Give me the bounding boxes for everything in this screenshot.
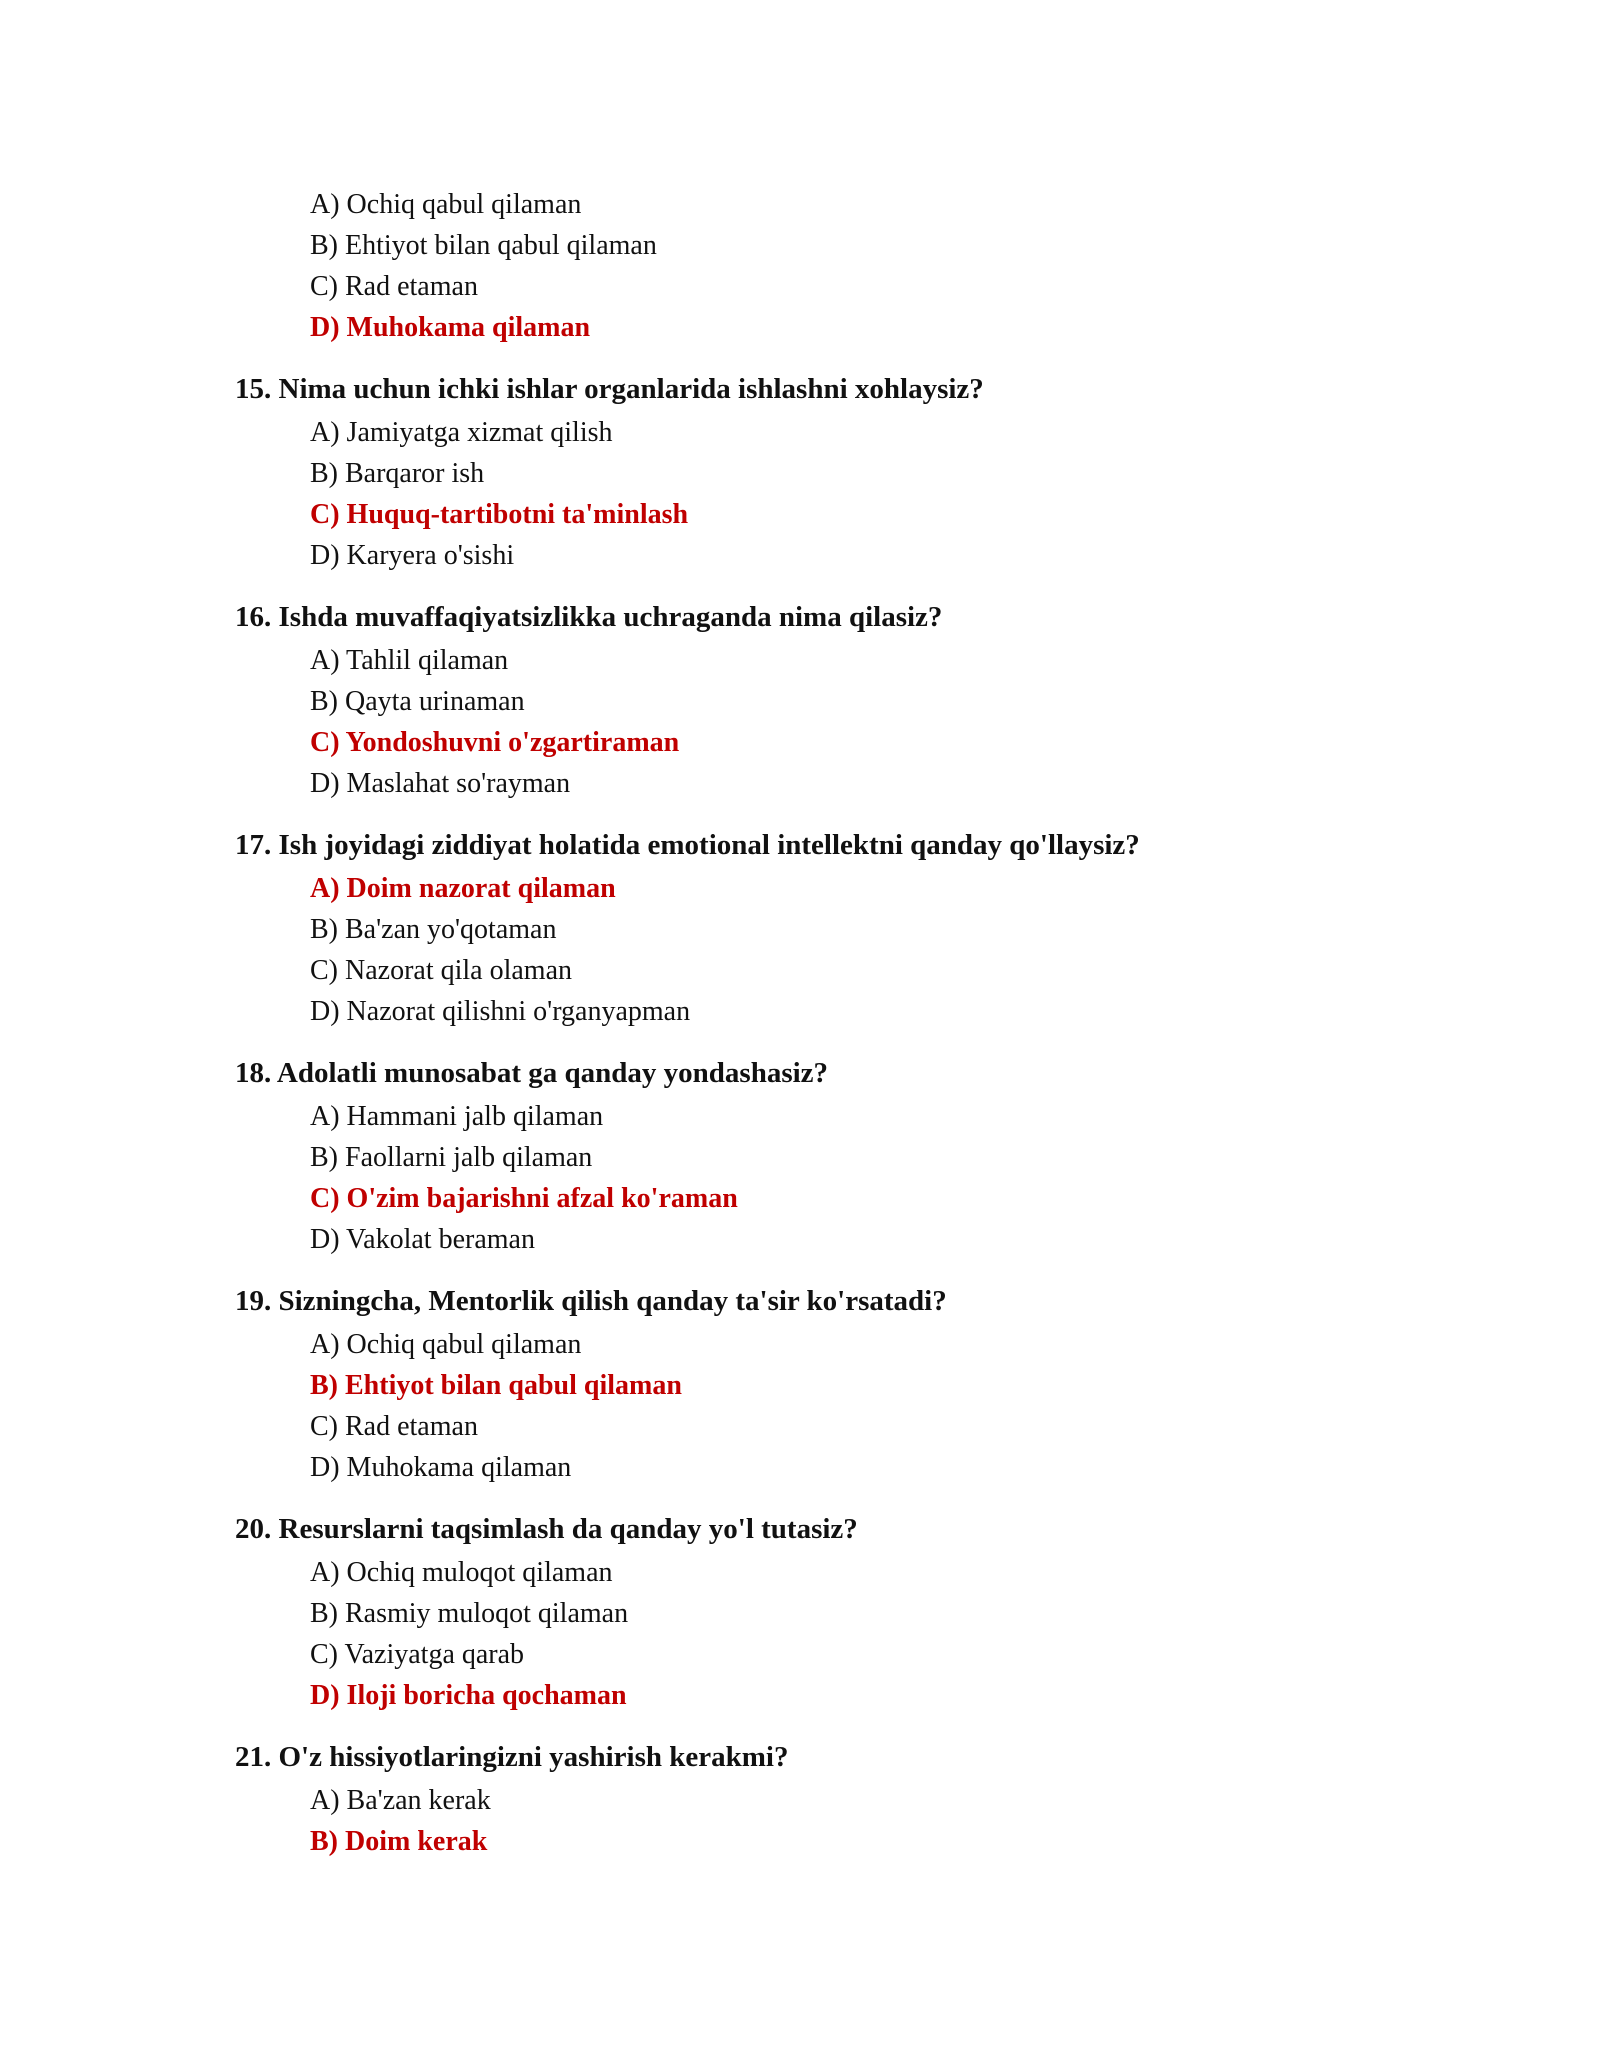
option: B) Barqaror ish <box>310 458 485 489</box>
option-correct: C) Yondoshuvni o'zgartiraman <box>310 727 680 758</box>
question-title: 20. Resurslarni taqsimlash da qanday yo'l tutasiz? <box>235 1513 858 1545</box>
option: B) Ehtiyot bilan qabul qilaman <box>310 230 657 261</box>
option: C) Nazorat qila olaman <box>310 955 573 986</box>
option: D) Karyera o'sishi <box>310 540 515 571</box>
option: A) Ochiq qabul qilaman <box>310 189 582 220</box>
option-correct: D) Iloji boricha qochaman <box>310 1680 627 1711</box>
question-title: 19. Sizningcha, Mentorlik qilish qanday ta'sir ko'rsatadi? <box>235 1285 947 1317</box>
option-correct: B) Doim kerak <box>310 1826 488 1857</box>
option: A) Ochiq muloqot qilaman <box>310 1557 613 1588</box>
question-title: 17. Ish joyidagi ziddiyat holatida emotional intellektni qanday qo'llaysiz? <box>235 829 1140 861</box>
option: B) Faollarni jalb qilaman <box>310 1142 593 1173</box>
option: A) Hammani jalb qilaman <box>310 1101 604 1132</box>
option-correct: C) O'zim bajarishni afzal ko'raman <box>310 1183 738 1214</box>
option-correct: B) Ehtiyot bilan qabul qilaman <box>310 1370 682 1401</box>
option: C) Vaziyatga qarab <box>310 1639 525 1670</box>
option: B) Qayta urinaman <box>310 686 525 717</box>
option: B) Ba'zan yo'qotaman <box>310 914 557 945</box>
option: A) Tahlil qilaman <box>310 645 509 676</box>
option: A) Ba'zan kerak <box>310 1785 491 1816</box>
option-correct: D) Muhokama qilaman <box>310 312 591 343</box>
option: B) Rasmiy muloqot qilaman <box>310 1598 629 1629</box>
option: D) Maslahat so'rayman <box>310 768 571 799</box>
option: A) Jamiyatga xizmat qilish <box>310 417 613 448</box>
question-title: 18. Adolatli munosabat ga qanday yondashasiz? <box>235 1057 829 1089</box>
option-correct: C) Huquq-tartibotni ta'minlash <box>310 499 689 530</box>
option: C) Rad etaman <box>310 271 478 302</box>
option: D) Nazorat qilishni o'rganyapman <box>310 996 691 1027</box>
option: A) Ochiq qabul qilaman <box>310 1329 582 1360</box>
question-title: 15. Nima uchun ichki ishlar organlarida ishlashni xohlaysiz? <box>235 373 984 405</box>
option: D) Muhokama qilaman <box>310 1452 572 1483</box>
question-title: 16. Ishda muvaffaqiyatsizlikka uchraganda nima qilasiz? <box>235 601 943 633</box>
option-correct: A) Doim nazorat qilaman <box>310 873 616 904</box>
question-title: 21. O'z hissiyotlaringizni yashirish kerakmi? <box>235 1741 789 1773</box>
option: D) Vakolat beraman <box>310 1224 535 1255</box>
option: C) Rad etaman <box>310 1411 478 1442</box>
